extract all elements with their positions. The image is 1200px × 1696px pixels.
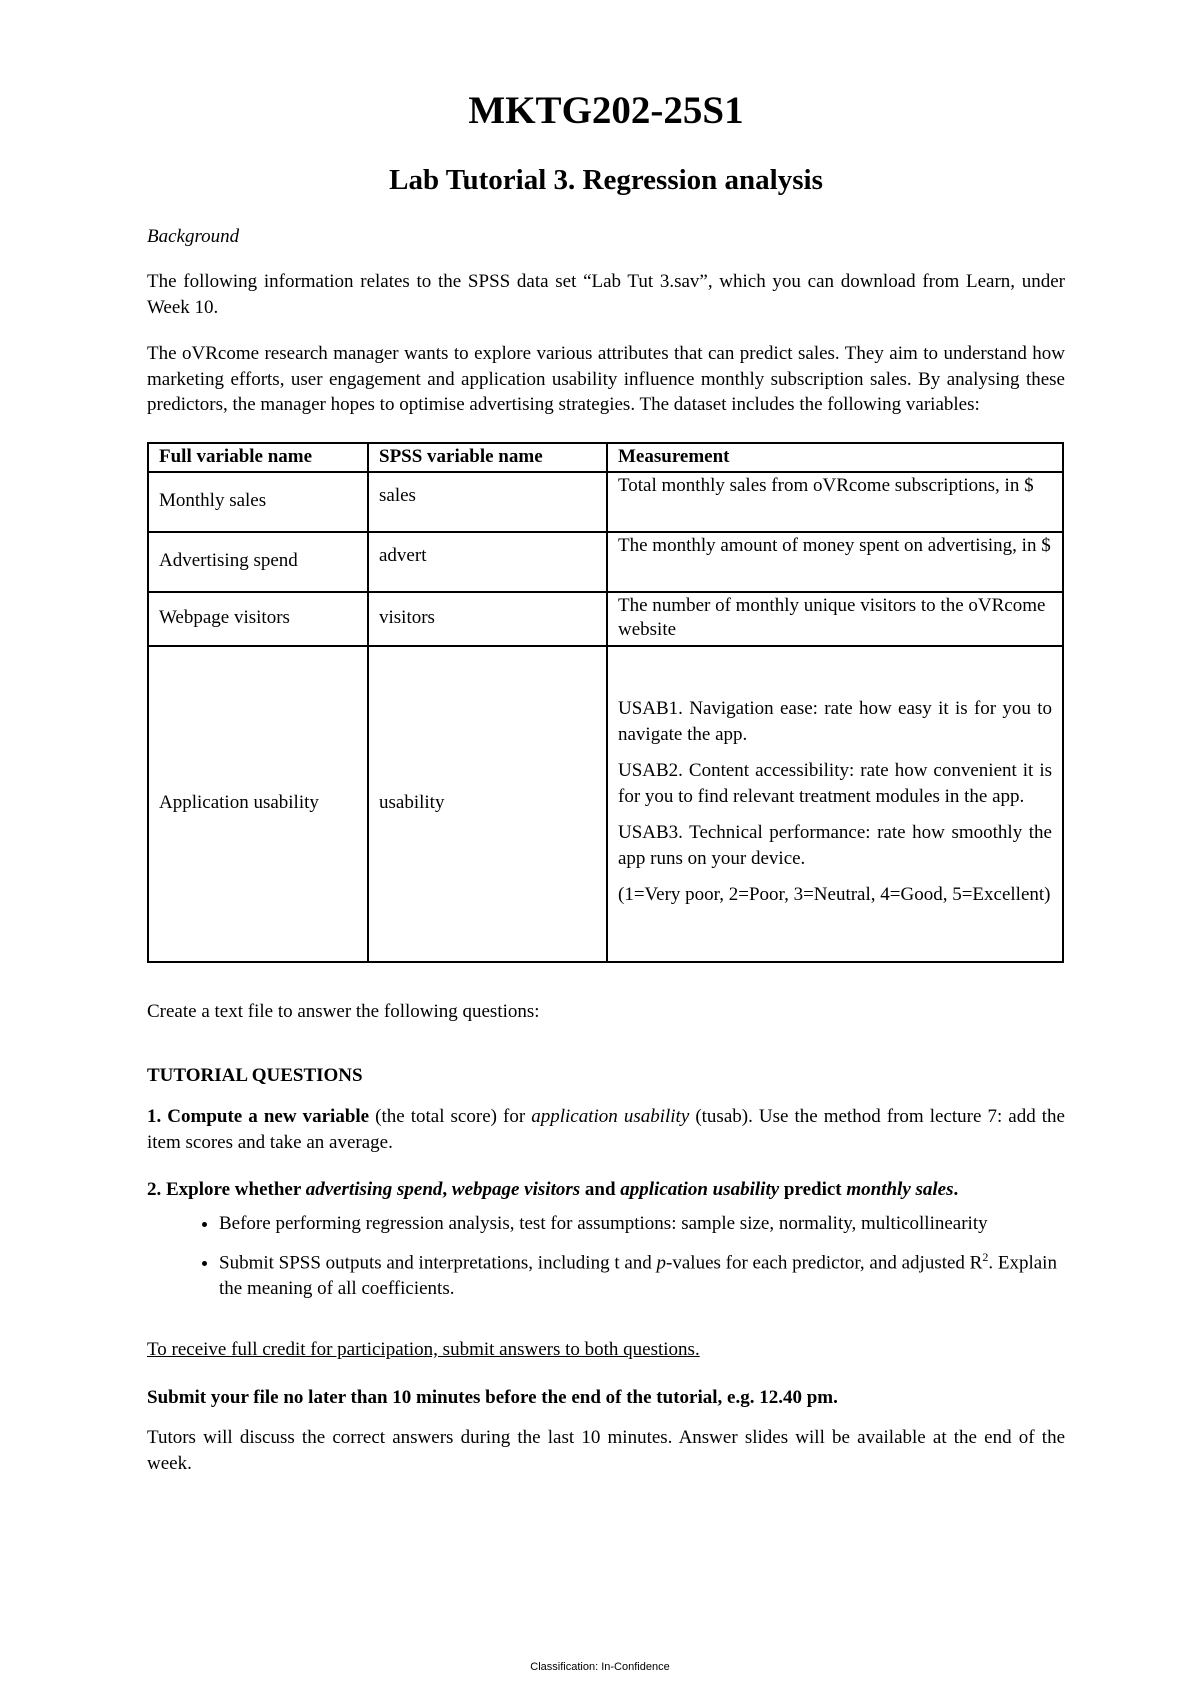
bullet2-text-a: Submit SPSS outputs and interpretations, including t and — [219, 1252, 652, 1274]
deadline-note: Submit your file no later than 10 minutes before the end of the tutorial, e.g. 12.40 pm. — [147, 1386, 838, 1408]
document-content — [147, 78, 1065, 1476]
table-header-row — [148, 443, 1063, 472]
cell-measurement: The monthly amount of money spent on advertising, in $ — [607, 532, 1063, 592]
credit-note: To receive full credit for participation, submit answers to both questions. — [147, 1339, 700, 1361]
usability-item-1: USAB1. Navigation ease: rate how easy it is for you to navigate the app. — [618, 697, 1052, 745]
cell-spss-name: sales — [368, 472, 607, 532]
q1-italic: application usability — [531, 1106, 690, 1127]
course-code-title: MKTG202-25S1 — [468, 89, 744, 132]
lab-tutorial-title: Lab Tutorial 3. Regression analysis — [389, 164, 823, 196]
background-label: Background — [147, 226, 240, 247]
list-item: • Before performing regression analysis, test for assumptions: sample size, normality, multicollinearity — [219, 1211, 1065, 1237]
q2-var3: application usability — [620, 1179, 780, 1200]
list-item — [219, 1245, 1065, 1301]
header-measurement: Measurement — [607, 443, 1063, 472]
cell-spss-name: advert — [368, 532, 607, 592]
q1-number: 1. — [147, 1106, 162, 1127]
q2-var4: monthly sales — [846, 1179, 954, 1200]
header-spss-variable-name: SPSS variable name — [368, 443, 607, 472]
question-1 — [147, 1104, 1065, 1155]
table-row — [148, 646, 1063, 962]
table-row — [148, 532, 1063, 592]
bullet2-text-c: . Explain the meaning of all coefficients. — [219, 1252, 1057, 1299]
cell-full-name: Application usability — [148, 646, 368, 962]
q2-end: . — [953, 1179, 959, 1200]
bullet2-p: p — [656, 1252, 667, 1274]
q1-text-b: (tusab). Use the method from lecture 7: add the item scores and take an average. — [147, 1106, 1065, 1153]
q2-var1: advertising spend — [305, 1179, 443, 1200]
usability-scale: (1=Very poor, 2=Poor, 3=Neutral, 4=Good, 5=Excellent) — [618, 883, 1051, 905]
table-row — [148, 592, 1063, 646]
cell-full-name: Advertising spend — [148, 532, 368, 592]
cell-full-name: Monthly sales — [148, 472, 368, 532]
create-file-instruction: Create a text file to answer the following questions: — [147, 1000, 540, 1022]
header-full-variable-name: Full variable name — [148, 443, 368, 472]
q2-predict: predict — [783, 1179, 842, 1200]
cell-spss-name: usability — [368, 646, 607, 962]
tutors-note: Tutors will discuss the correct answers during the last 10 minutes. Answer slides will be available at the end of the week. — [147, 1427, 1065, 1474]
tutorial-questions-heading: TUTORIAL QUESTIONS — [147, 1065, 363, 1086]
background-paragraph-2: The oVRcome research manager wants to explore various attributes that can predict sales. They aim to understand how marketing efforts, user engagement and application usability influence monthly subscription sales. By analysing these predictors, the manager hopes to optimise advertising strategies. The dataset includes the following variables: — [147, 343, 1065, 415]
usability-item-2: USAB2. Content accessibility: rate how convenient it is for you to find relevant treatment modules in the app. — [618, 759, 1052, 807]
cell-spss-name: visitors — [368, 592, 607, 646]
background-paragraph-1: The following information relates to the SPSS data set “Lab Tut 3.sav”, which you can download from Learn, under Week 10. — [147, 271, 1065, 318]
q2-var2: webpage visitors — [451, 1179, 581, 1200]
variables-table — [147, 442, 1064, 963]
q1-bold: Compute a new variable — [167, 1106, 370, 1127]
bullet2-text-b: -values for each predictor, and adjusted R — [666, 1252, 983, 1274]
usability-item-3: USAB3. Technical performance: rate how smoothly the app runs on your device. — [618, 821, 1052, 869]
q2-and: and — [584, 1179, 616, 1200]
bullet2-superscript: 2 — [982, 1250, 989, 1264]
q1-text-a: (the total score) for — [375, 1106, 526, 1127]
cell-measurement: The number of monthly unique visitors to the oVRcome website — [607, 592, 1063, 646]
question-2 — [147, 1177, 1065, 1203]
cell-measurement — [607, 646, 1063, 962]
q2-prefix: 2. Explore whether — [147, 1179, 301, 1200]
cell-measurement: Total monthly sales from oVRcome subscriptions, in $ — [607, 472, 1063, 532]
q2-sep1: , — [442, 1179, 448, 1200]
classification-footer: Classification: In-Confidence — [530, 1661, 670, 1673]
table-row — [148, 472, 1063, 532]
question-2-bullets — [147, 1211, 1065, 1302]
cell-full-name: Webpage visitors — [148, 592, 368, 646]
